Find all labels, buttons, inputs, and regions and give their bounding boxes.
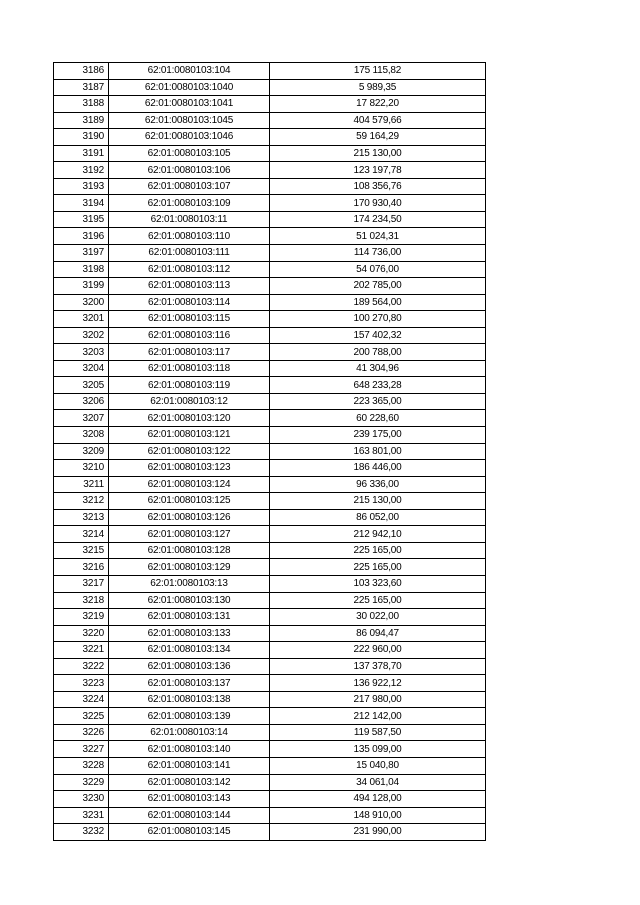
row-number-cell: 3230 xyxy=(54,791,109,808)
row-number-cell: 3228 xyxy=(54,757,109,774)
cadastral-number-cell: 62:01:0080103:13 xyxy=(109,575,270,592)
cadastral-number-cell: 62:01:0080103:129 xyxy=(109,559,270,576)
cadastral-number-cell: 62:01:0080103:113 xyxy=(109,278,270,295)
row-number-cell: 3213 xyxy=(54,509,109,526)
cadastral-number-cell: 62:01:0080103:127 xyxy=(109,526,270,543)
table-row xyxy=(54,542,486,559)
cadastral-number-cell: 62:01:0080103:1046 xyxy=(109,129,270,146)
row-number-cell: 3201 xyxy=(54,311,109,328)
row-number-cell: 3217 xyxy=(54,575,109,592)
table-row xyxy=(54,96,486,113)
table-row xyxy=(54,393,486,410)
cadastral-value-cell: 5 989,35 xyxy=(270,79,486,96)
cadastral-number-cell: 62:01:0080103:144 xyxy=(109,807,270,824)
row-number-cell: 3225 xyxy=(54,708,109,725)
cadastral-number-cell: 62:01:0080103:131 xyxy=(109,609,270,626)
cadastral-number-cell: 62:01:0080103:119 xyxy=(109,377,270,394)
cadastral-value-cell: 100 270,80 xyxy=(270,311,486,328)
cadastral-value-cell: 231 990,00 xyxy=(270,824,486,841)
table-row xyxy=(54,708,486,725)
table-row xyxy=(54,774,486,791)
cadastral-value-cell: 41 304,96 xyxy=(270,360,486,377)
row-number-cell: 3209 xyxy=(54,443,109,460)
row-number-cell: 3206 xyxy=(54,393,109,410)
cadastral-number-cell: 62:01:0080103:1045 xyxy=(109,112,270,129)
row-number-cell: 3190 xyxy=(54,129,109,146)
cadastral-value-cell: 15 040,80 xyxy=(270,757,486,774)
row-number-cell: 3223 xyxy=(54,675,109,692)
cadastral-value-cell: 123 197,78 xyxy=(270,162,486,179)
cadastral-value-cell: 30 022,00 xyxy=(270,609,486,626)
table-row xyxy=(54,526,486,543)
row-number-cell: 3226 xyxy=(54,724,109,741)
cadastral-number-cell: 62:01:0080103:116 xyxy=(109,327,270,344)
row-number-cell: 3205 xyxy=(54,377,109,394)
table-row xyxy=(54,559,486,576)
table-row xyxy=(54,609,486,626)
row-number-cell: 3212 xyxy=(54,493,109,510)
cadastral-number-cell: 62:01:0080103:121 xyxy=(109,427,270,444)
cadastral-value-cell: 103 323,60 xyxy=(270,575,486,592)
row-number-cell: 3189 xyxy=(54,112,109,129)
cadastral-value-cell: 119 587,50 xyxy=(270,724,486,741)
cadastral-value-cell: 59 164,29 xyxy=(270,129,486,146)
row-number-cell: 3195 xyxy=(54,211,109,228)
table-row xyxy=(54,658,486,675)
table-row xyxy=(54,261,486,278)
row-number-cell: 3196 xyxy=(54,228,109,245)
cadastral-value-cell: 175 115,82 xyxy=(270,63,486,80)
cadastral-number-cell: 62:01:0080103:110 xyxy=(109,228,270,245)
table-row xyxy=(54,427,486,444)
cadastral-value-cell: 86 094,47 xyxy=(270,625,486,642)
cadastral-number-cell: 62:01:0080103:122 xyxy=(109,443,270,460)
cadastral-number-cell: 62:01:0080103:118 xyxy=(109,360,270,377)
cadastral-value-cell: 86 052,00 xyxy=(270,509,486,526)
cadastral-number-cell: 62:01:0080103:114 xyxy=(109,294,270,311)
table-row xyxy=(54,691,486,708)
cadastral-number-cell: 62:01:0080103:12 xyxy=(109,393,270,410)
table-row xyxy=(54,294,486,311)
row-number-cell: 3191 xyxy=(54,145,109,162)
cadastral-value-cell: 212 142,00 xyxy=(270,708,486,725)
table-row xyxy=(54,824,486,841)
cadastral-value-cell: 200 788,00 xyxy=(270,344,486,361)
cadastral-number-cell: 62:01:0080103:120 xyxy=(109,410,270,427)
cadastral-value-cell: 157 402,32 xyxy=(270,327,486,344)
cadastral-number-cell: 62:01:0080103:124 xyxy=(109,476,270,493)
row-number-cell: 3200 xyxy=(54,294,109,311)
row-number-cell: 3188 xyxy=(54,96,109,113)
cadastral-number-cell: 62:01:0080103:134 xyxy=(109,642,270,659)
table-row xyxy=(54,129,486,146)
table-row xyxy=(54,807,486,824)
table-row xyxy=(54,791,486,808)
table-row xyxy=(54,311,486,328)
row-number-cell: 3215 xyxy=(54,542,109,559)
row-number-cell: 3219 xyxy=(54,609,109,626)
cadastral-value-cell: 223 365,00 xyxy=(270,393,486,410)
row-number-cell: 3221 xyxy=(54,642,109,659)
table-row xyxy=(54,460,486,477)
row-number-cell: 3216 xyxy=(54,559,109,576)
cadastral-value-cell: 239 175,00 xyxy=(270,427,486,444)
row-number-cell: 3224 xyxy=(54,691,109,708)
cadastral-value-cell: 51 024,31 xyxy=(270,228,486,245)
table-row xyxy=(54,575,486,592)
cadastral-value-cell: 212 942,10 xyxy=(270,526,486,543)
cadastral-number-cell: 62:01:0080103:115 xyxy=(109,311,270,328)
table-row xyxy=(54,211,486,228)
cadastral-value-cell: 163 801,00 xyxy=(270,443,486,460)
table-row xyxy=(54,112,486,129)
row-number-cell: 3193 xyxy=(54,178,109,195)
table-row xyxy=(54,642,486,659)
cadastral-number-cell: 62:01:0080103:111 xyxy=(109,245,270,262)
table-row xyxy=(54,592,486,609)
cadastral-value-cell: 17 822,20 xyxy=(270,96,486,113)
cadastral-value-cell: 174 234,50 xyxy=(270,211,486,228)
row-number-cell: 3229 xyxy=(54,774,109,791)
table-row xyxy=(54,63,486,80)
table-row xyxy=(54,245,486,262)
cadastral-number-cell: 62:01:0080103:139 xyxy=(109,708,270,725)
cadastral-value-cell: 189 564,00 xyxy=(270,294,486,311)
cadastral-value-cell: 225 165,00 xyxy=(270,592,486,609)
cadastral-number-cell: 62:01:0080103:141 xyxy=(109,757,270,774)
cadastral-value-cell: 108 356,76 xyxy=(270,178,486,195)
cadastral-number-cell: 62:01:0080103:105 xyxy=(109,145,270,162)
table-row xyxy=(54,625,486,642)
table-row xyxy=(54,360,486,377)
row-number-cell: 3186 xyxy=(54,63,109,80)
cadastral-value-cell: 404 579,66 xyxy=(270,112,486,129)
cadastral-value-cell: 135 099,00 xyxy=(270,741,486,758)
row-number-cell: 3222 xyxy=(54,658,109,675)
table-row xyxy=(54,162,486,179)
table-row xyxy=(54,344,486,361)
row-number-cell: 3202 xyxy=(54,327,109,344)
table-row xyxy=(54,195,486,212)
table-row xyxy=(54,509,486,526)
table-row xyxy=(54,79,486,96)
table-row xyxy=(54,741,486,758)
table-row xyxy=(54,724,486,741)
row-number-cell: 3227 xyxy=(54,741,109,758)
table-row xyxy=(54,443,486,460)
cadastral-value-cell: 148 910,00 xyxy=(270,807,486,824)
cadastral-number-cell: 62:01:0080103:142 xyxy=(109,774,270,791)
row-number-cell: 3204 xyxy=(54,360,109,377)
cadastral-number-cell: 62:01:0080103:128 xyxy=(109,542,270,559)
cadastral-number-cell: 62:01:0080103:109 xyxy=(109,195,270,212)
cadastral-number-cell: 62:01:0080103:133 xyxy=(109,625,270,642)
cadastral-number-cell: 62:01:0080103:130 xyxy=(109,592,270,609)
cadastral-number-cell: 62:01:0080103:123 xyxy=(109,460,270,477)
table-body xyxy=(54,63,486,841)
cadastral-value-cell: 137 378,70 xyxy=(270,658,486,675)
cadastral-number-cell: 62:01:0080103:14 xyxy=(109,724,270,741)
cadastral-number-cell: 62:01:0080103:126 xyxy=(109,509,270,526)
row-number-cell: 3208 xyxy=(54,427,109,444)
cadastral-value-cell: 225 165,00 xyxy=(270,542,486,559)
table-row xyxy=(54,145,486,162)
row-number-cell: 3207 xyxy=(54,410,109,427)
cadastral-number-cell: 62:01:0080103:106 xyxy=(109,162,270,179)
cadastral-number-cell: 62:01:0080103:138 xyxy=(109,691,270,708)
cadastral-number-cell: 62:01:0080103:143 xyxy=(109,791,270,808)
row-number-cell: 3210 xyxy=(54,460,109,477)
cadastral-value-cell: 215 130,00 xyxy=(270,493,486,510)
row-number-cell: 3211 xyxy=(54,476,109,493)
cadastral-value-cell: 217 980,00 xyxy=(270,691,486,708)
cadastral-value-cell: 60 228,60 xyxy=(270,410,486,427)
row-number-cell: 3187 xyxy=(54,79,109,96)
cadastral-number-cell: 62:01:0080103:125 xyxy=(109,493,270,510)
cadastral-number-cell: 62:01:0080103:112 xyxy=(109,261,270,278)
table-row xyxy=(54,278,486,295)
table-row xyxy=(54,327,486,344)
table-row xyxy=(54,757,486,774)
cadastral-number-cell: 62:01:0080103:136 xyxy=(109,658,270,675)
row-number-cell: 3192 xyxy=(54,162,109,179)
table-row xyxy=(54,476,486,493)
cadastral-value-cell: 96 336,00 xyxy=(270,476,486,493)
cadastral-value-cell: 225 165,00 xyxy=(270,559,486,576)
cadastral-value-cell: 222 960,00 xyxy=(270,642,486,659)
cadastral-number-cell: 62:01:0080103:1040 xyxy=(109,79,270,96)
row-number-cell: 3231 xyxy=(54,807,109,824)
table-row xyxy=(54,178,486,195)
row-number-cell: 3197 xyxy=(54,245,109,262)
cadastral-value-cell: 494 128,00 xyxy=(270,791,486,808)
cadastral-value-cell: 215 130,00 xyxy=(270,145,486,162)
cadastral-number-cell: 62:01:0080103:104 xyxy=(109,63,270,80)
cadastral-number-cell: 62:01:0080103:11 xyxy=(109,211,270,228)
table-row xyxy=(54,228,486,245)
cadastral-value-cell: 186 446,00 xyxy=(270,460,486,477)
row-number-cell: 3218 xyxy=(54,592,109,609)
row-number-cell: 3198 xyxy=(54,261,109,278)
cadastral-value-cell: 136 922,12 xyxy=(270,675,486,692)
row-number-cell: 3214 xyxy=(54,526,109,543)
row-number-cell: 3220 xyxy=(54,625,109,642)
cadastral-number-cell: 62:01:0080103:137 xyxy=(109,675,270,692)
cadastral-value-cell: 170 930,40 xyxy=(270,195,486,212)
table-row xyxy=(54,675,486,692)
row-number-cell: 3199 xyxy=(54,278,109,295)
cadastral-value-cell: 648 233,28 xyxy=(270,377,486,394)
table-row xyxy=(54,410,486,427)
cadastral-value-cell: 202 785,00 xyxy=(270,278,486,295)
table-row xyxy=(54,377,486,394)
cadastral-value-cell: 34 061,04 xyxy=(270,774,486,791)
cadastral-number-cell: 62:01:0080103:117 xyxy=(109,344,270,361)
cadastral-number-cell: 62:01:0080103:140 xyxy=(109,741,270,758)
cadastral-number-cell: 62:01:0080103:107 xyxy=(109,178,270,195)
table-row xyxy=(54,493,486,510)
row-number-cell: 3203 xyxy=(54,344,109,361)
cadastral-number-cell: 62:01:0080103:1041 xyxy=(109,96,270,113)
row-number-cell: 3232 xyxy=(54,824,109,841)
row-number-cell: 3194 xyxy=(54,195,109,212)
cadastral-value-cell: 114 736,00 xyxy=(270,245,486,262)
cadastral-value-table xyxy=(53,62,486,841)
cadastral-value-cell: 54 076,00 xyxy=(270,261,486,278)
cadastral-number-cell: 62:01:0080103:145 xyxy=(109,824,270,841)
